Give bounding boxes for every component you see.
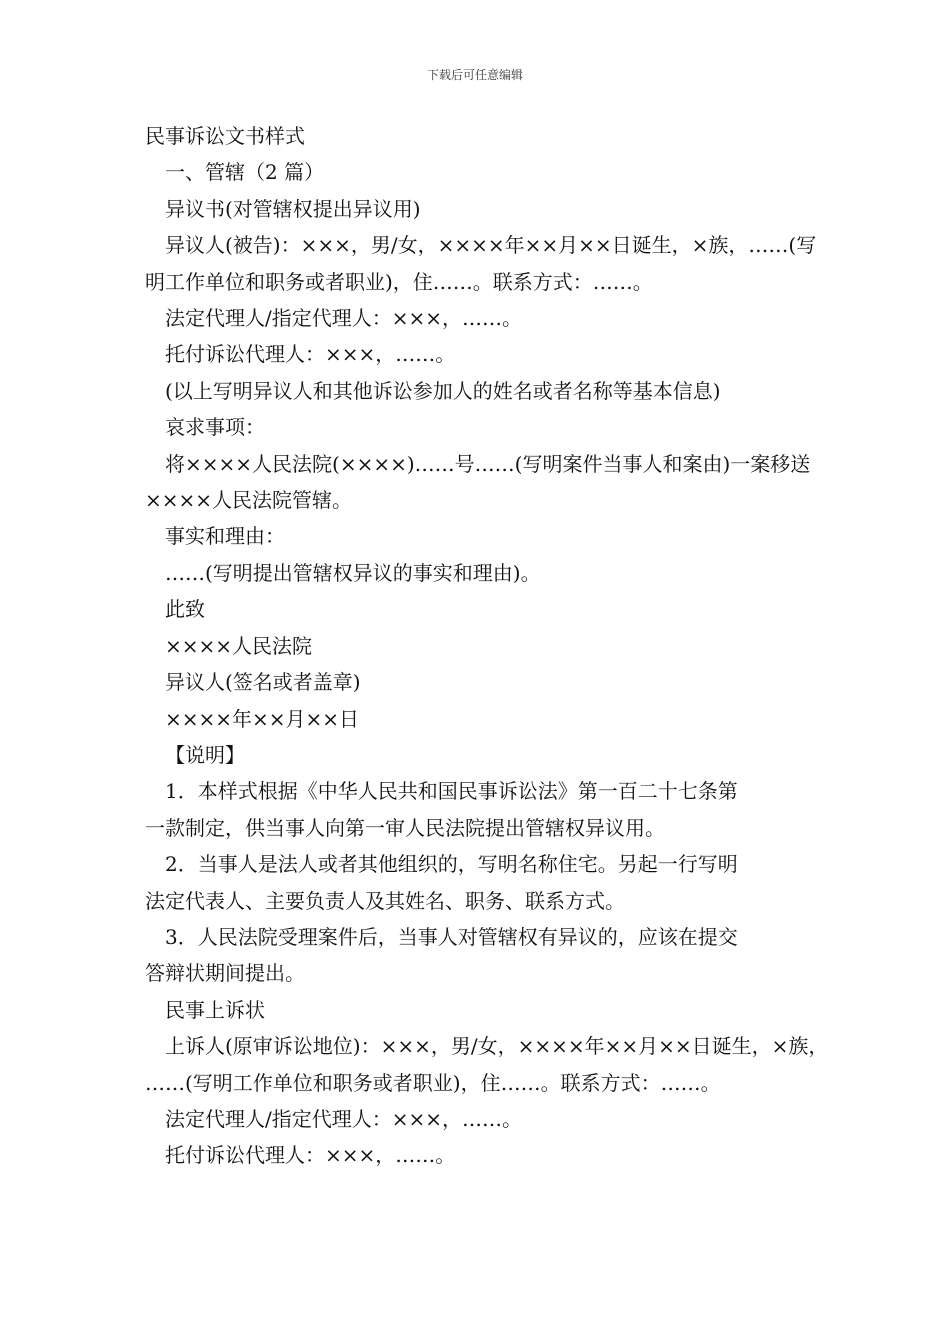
- claims-text: 将××××人民法院(××××)……号……(写明案件当事人和案由)一案移送: [165, 451, 811, 476]
- appeal-agent: 托付诉讼代理人：×××，……。: [165, 1143, 456, 1168]
- salutation: 此致: [165, 597, 205, 622]
- document-title: 民事诉讼文书样式: [145, 124, 305, 148]
- explanation-item-3-cont: 答辩状期间提出。: [145, 961, 305, 986]
- facts-heading: 事实和理由：: [165, 524, 285, 549]
- court-name: ××××人民法院: [165, 633, 313, 658]
- section-heading: 一、管辖（2 篇）: [165, 160, 325, 185]
- appeal-legal-rep: 法定代理人/指定代理人：×××，……。: [165, 1106, 523, 1131]
- document-body: [145, 118, 829, 1174]
- explanation-item-1-cont: 一款制定，供当事人向第一审人民法院提出管辖权异议用。: [145, 815, 665, 840]
- appeal-title: 民事上诉状: [165, 997, 265, 1022]
- signature-line: 异议人(签名或者盖章): [165, 670, 361, 695]
- explanation-heading: 【说明】: [165, 742, 245, 767]
- appeal-party-line: 上诉人(原审诉讼地位)：×××，男/女，××××年××月××日诞生，×族，: [165, 1034, 829, 1059]
- header-note: 下载后可任意编辑: [426, 68, 523, 82]
- objection-legal-rep: 法定代理人/指定代理人：×××，……。: [165, 306, 523, 331]
- objection-party-line: 异议人(被告)：×××，男/女，××××年××月××日诞生，×族，……(写: [165, 233, 817, 258]
- explanation-item-3: 3．人民法院受理案件后，当事人对管辖权有异议的，应该在提交: [165, 924, 738, 949]
- objection-agent: 托付诉讼代理人：×××，……。: [165, 342, 456, 367]
- claims-text-cont: ××××人民法院管辖。: [145, 488, 353, 513]
- objection-title: 异议书(对管辖权提出异议用): [165, 196, 421, 221]
- claims-heading: 哀求事项：: [165, 415, 265, 440]
- appeal-party-line-cont: ……(写明工作单位和职务或者职业)，住……。联系方式：……。: [145, 1070, 721, 1095]
- objection-party-line-cont: 明工作单位和职务或者职业)，住……。联系方式：……。: [145, 269, 653, 294]
- explanation-item-1: 1．本样式根据《中华人民共和国民事诉讼法》第一百二十七条第: [165, 779, 738, 804]
- date-line: ××××年××月××日: [165, 706, 360, 731]
- explanation-item-2-cont: 法定代表人、主要负责人及其姓名、职务、联系方式。: [145, 888, 625, 913]
- facts-text: ……(写明提出管辖权异议的事实和理由)。: [165, 560, 541, 585]
- explanation-item-2: 2．当事人是法人或者其他组织的，写明名称住宅。另起一行写明: [165, 852, 738, 877]
- objection-note: (以上写明异议人和其他诉讼参加人的姓名或者名称等基本信息): [165, 378, 721, 403]
